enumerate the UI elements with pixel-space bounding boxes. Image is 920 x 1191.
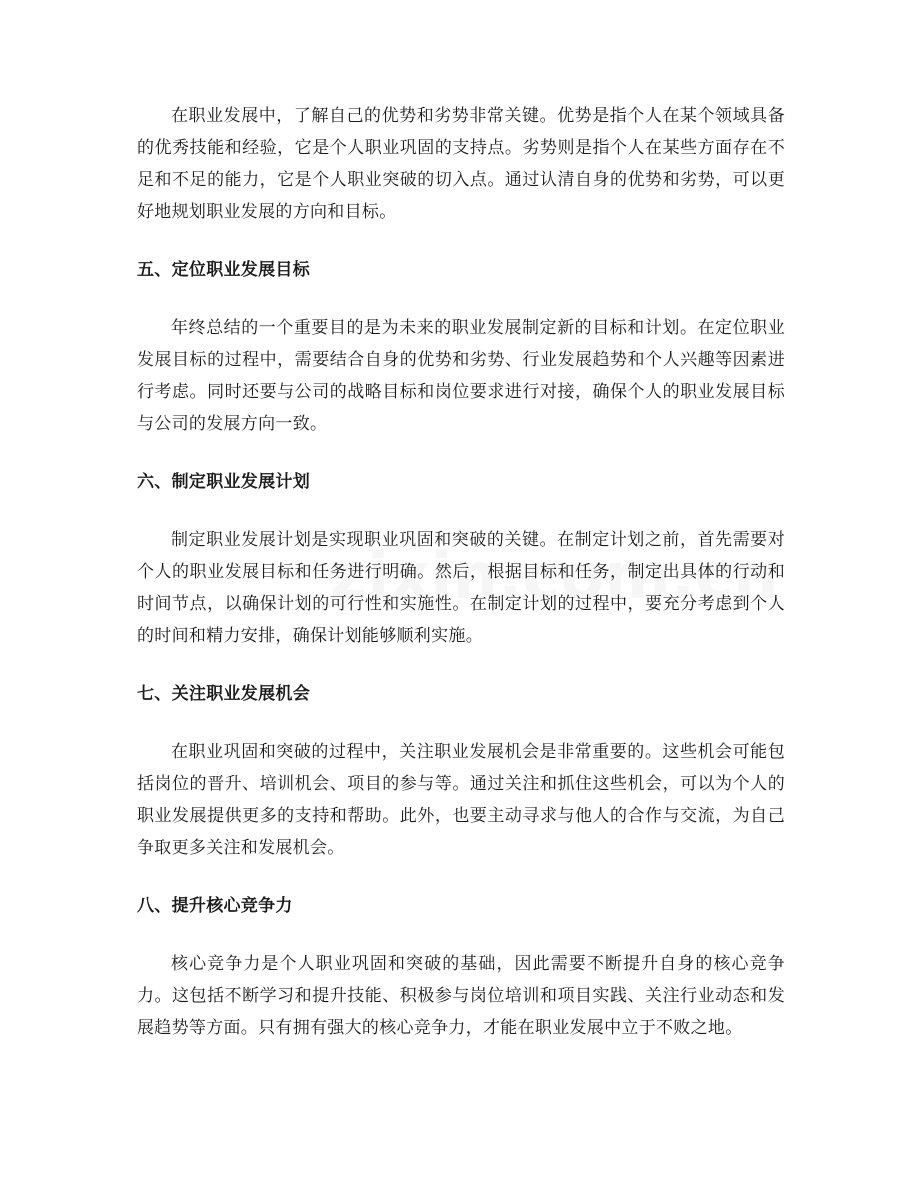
document-body: [137, 100, 785, 1044]
intro-paragraph: 在职业发展中，了解自己的优势和劣势非常关键。优势是指个人在某个领域具备的优秀技能和经验，它是个人职业巩固的支持点。劣势则是指个人在某些方面存在不足和不足的能力，它是个人职业突破的切入点。通过认清自身的优势和劣势，可以更好地规划职业发展的方向和目标。: [137, 106, 785, 222]
section-heading-6: 六、制定职业发展计划: [137, 472, 310, 492]
section-paragraph-8: 核心竞争力是个人职业巩固和突破的基础，因此需要不断提升自身的核心竞争力。这包括不断学习和提升技能、积极参与岗位培训和项目实践、关注行业动态和发展趋势等方面。只有拥有强大的核心竞争力，才能在职业发展中立于不败之地。: [137, 954, 785, 1038]
section-paragraph-5: 年终总结的一个重要目的是为未来的职业发展制定新的目标和计划。在定位职业发展目标的过程中，需要结合自身的优势和劣势、行业发展趋势和个人兴趣等因素进行考虑。同时还要与公司的战略目标和岗位要求进行对接，确保个人的职业发展目标与公司的发展方向一致。: [137, 318, 785, 434]
section-heading-8: 八、提升核心竞争力: [137, 896, 293, 916]
section-heading-7: 七、关注职业发展机会: [137, 684, 310, 704]
section-paragraph-7: 在职业巩固和突破的过程中，关注职业发展机会是非常重要的。这些机会可能包括岗位的晋升、培训机会、项目的参与等。通过关注和抓住这些机会，可以为个人的职业发展提供更多的支持和帮助。此外，也要主动寻求与他人的合作与交流，为自己争取更多关注和发展机会。: [137, 742, 785, 858]
section-paragraph-6: 制定职业发展计划是实现职业巩固和突破的关键。在制定计划之前，首先需要对个人的职业发展目标和任务进行明确。然后，根据目标和任务，制定出具体的行动和时间节点，以确保计划的可行性和实施性。在制定计划的过程中，要充分考虑到个人的时间和精力安排，确保计划能够顺利实施。: [137, 530, 785, 646]
section-heading-5: 五、定位职业发展目标: [137, 260, 310, 280]
